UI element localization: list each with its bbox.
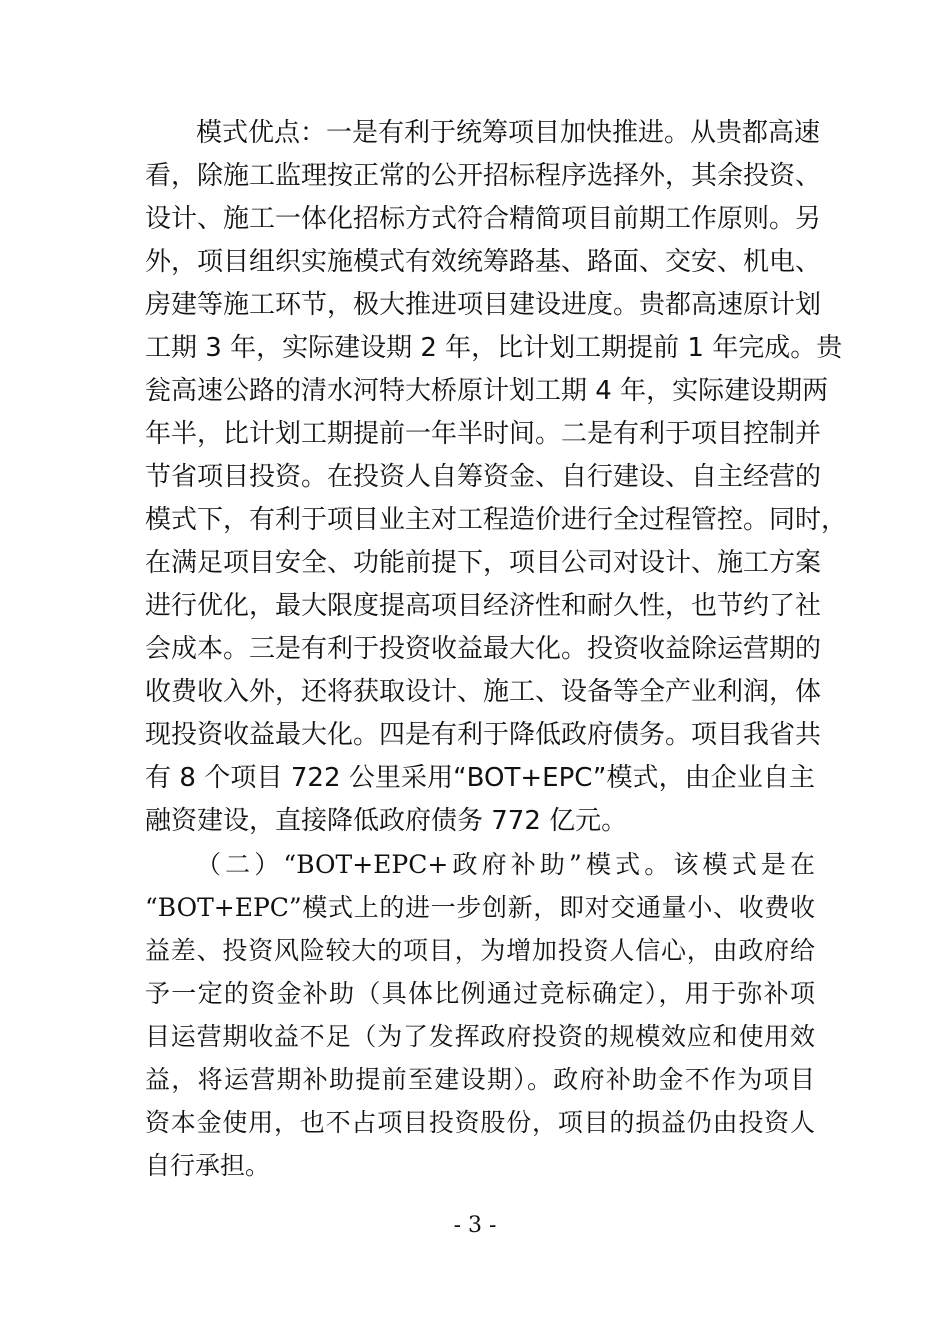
paragraph1-line-5: 房建等施工环节，极大推进项目建设进度。贵都高速原计划 xyxy=(145,290,822,320)
paragraph2-line-2: “BOT+EPC”模式上的进一步创新，即对交通量小、收费收 xyxy=(145,893,815,922)
paragraph1-line-9: 节省项目投资。在投资人自筹资金、自行建设、自主经营的 xyxy=(145,462,822,492)
paragraph1-line-7: 瓮高速公路的清水河特大桥原计划工期 4 年，实际建设期两 xyxy=(145,376,829,406)
paragraph1-line-15: 现投资收益最大化。四是有利于降低政府债务。项目我省共 xyxy=(145,720,822,750)
paragraph1-line-13: 会成本。三是有利于投资收益最大化。投资收益除运营期的 xyxy=(145,634,822,664)
paragraph1-line-1: 模式优点：一是有利于统筹项目加快推进。从贵都高速 xyxy=(196,118,821,148)
paragraph1-line-4: 外，项目组织实施模式有效统筹路基、路面、交安、机电、 xyxy=(145,247,822,277)
paragraph2-line-5: 目运营期收益不足（为了发挥政府投资的规模效应和使用效 xyxy=(145,1022,815,1051)
paragraph1-line-12: 进行优化，最大限度提高项目经济性和耐久性，也节约了社 xyxy=(145,591,822,621)
page-number: - 3 - xyxy=(453,1213,497,1238)
paragraph1-line-6: 工期 3 年，实际建设期 2 年，比计划工期提前 1 年完成。贵 xyxy=(145,333,843,363)
paragraph1-line-11: 在满足项目安全、功能前提下，项目公司对设计、施工方案 xyxy=(145,548,822,578)
paragraph1-line-14: 收费收入外，还将获取设计、施工、设备等全产业利润，体 xyxy=(145,677,822,707)
paragraph2-line-8: 自行承担。 xyxy=(145,1151,271,1180)
paragraph2-line-6: 益，将运营期补助提前至建设期）。政府补助金不作为项目 xyxy=(145,1065,815,1094)
paragraph1-line-8: 年半，比计划工期提前一年半时间。二是有利于项目控制并 xyxy=(145,419,822,449)
paragraph2-line-7: 资本金使用，也不占项目投资股份，项目的损益仍由投资人 xyxy=(145,1108,815,1137)
paragraph2-line-4: 予一定的资金补助（具体比例通过竞标确定），用于弥补项 xyxy=(145,979,815,1008)
paragraph2-line-1: （二）“BOT+EPC+政府补助”模式。该模式是在 xyxy=(196,850,815,879)
paragraph1-line-3: 设计、施工一体化招标方式符合精简项目前期工作原则。另 xyxy=(145,204,822,234)
paragraph1-line-16: 有 8 个项目 722 公里采用“BOT+EPC”模式，由企业自主 xyxy=(145,763,815,793)
paragraph1-line-10: 模式下，有利于项目业主对工程造价进行全过程管控。同时， xyxy=(145,505,848,535)
paragraph2-line-3: 益差、投资风险较大的项目，为增加投资人信心，由政府给 xyxy=(145,936,815,965)
paragraph1-line-2: 看，除施工监理按正常的公开招标程序选择外，其余投资、 xyxy=(145,161,822,191)
paragraph1-line-17: 融资建设，直接降低政府债务 772 亿元。 xyxy=(145,806,628,836)
